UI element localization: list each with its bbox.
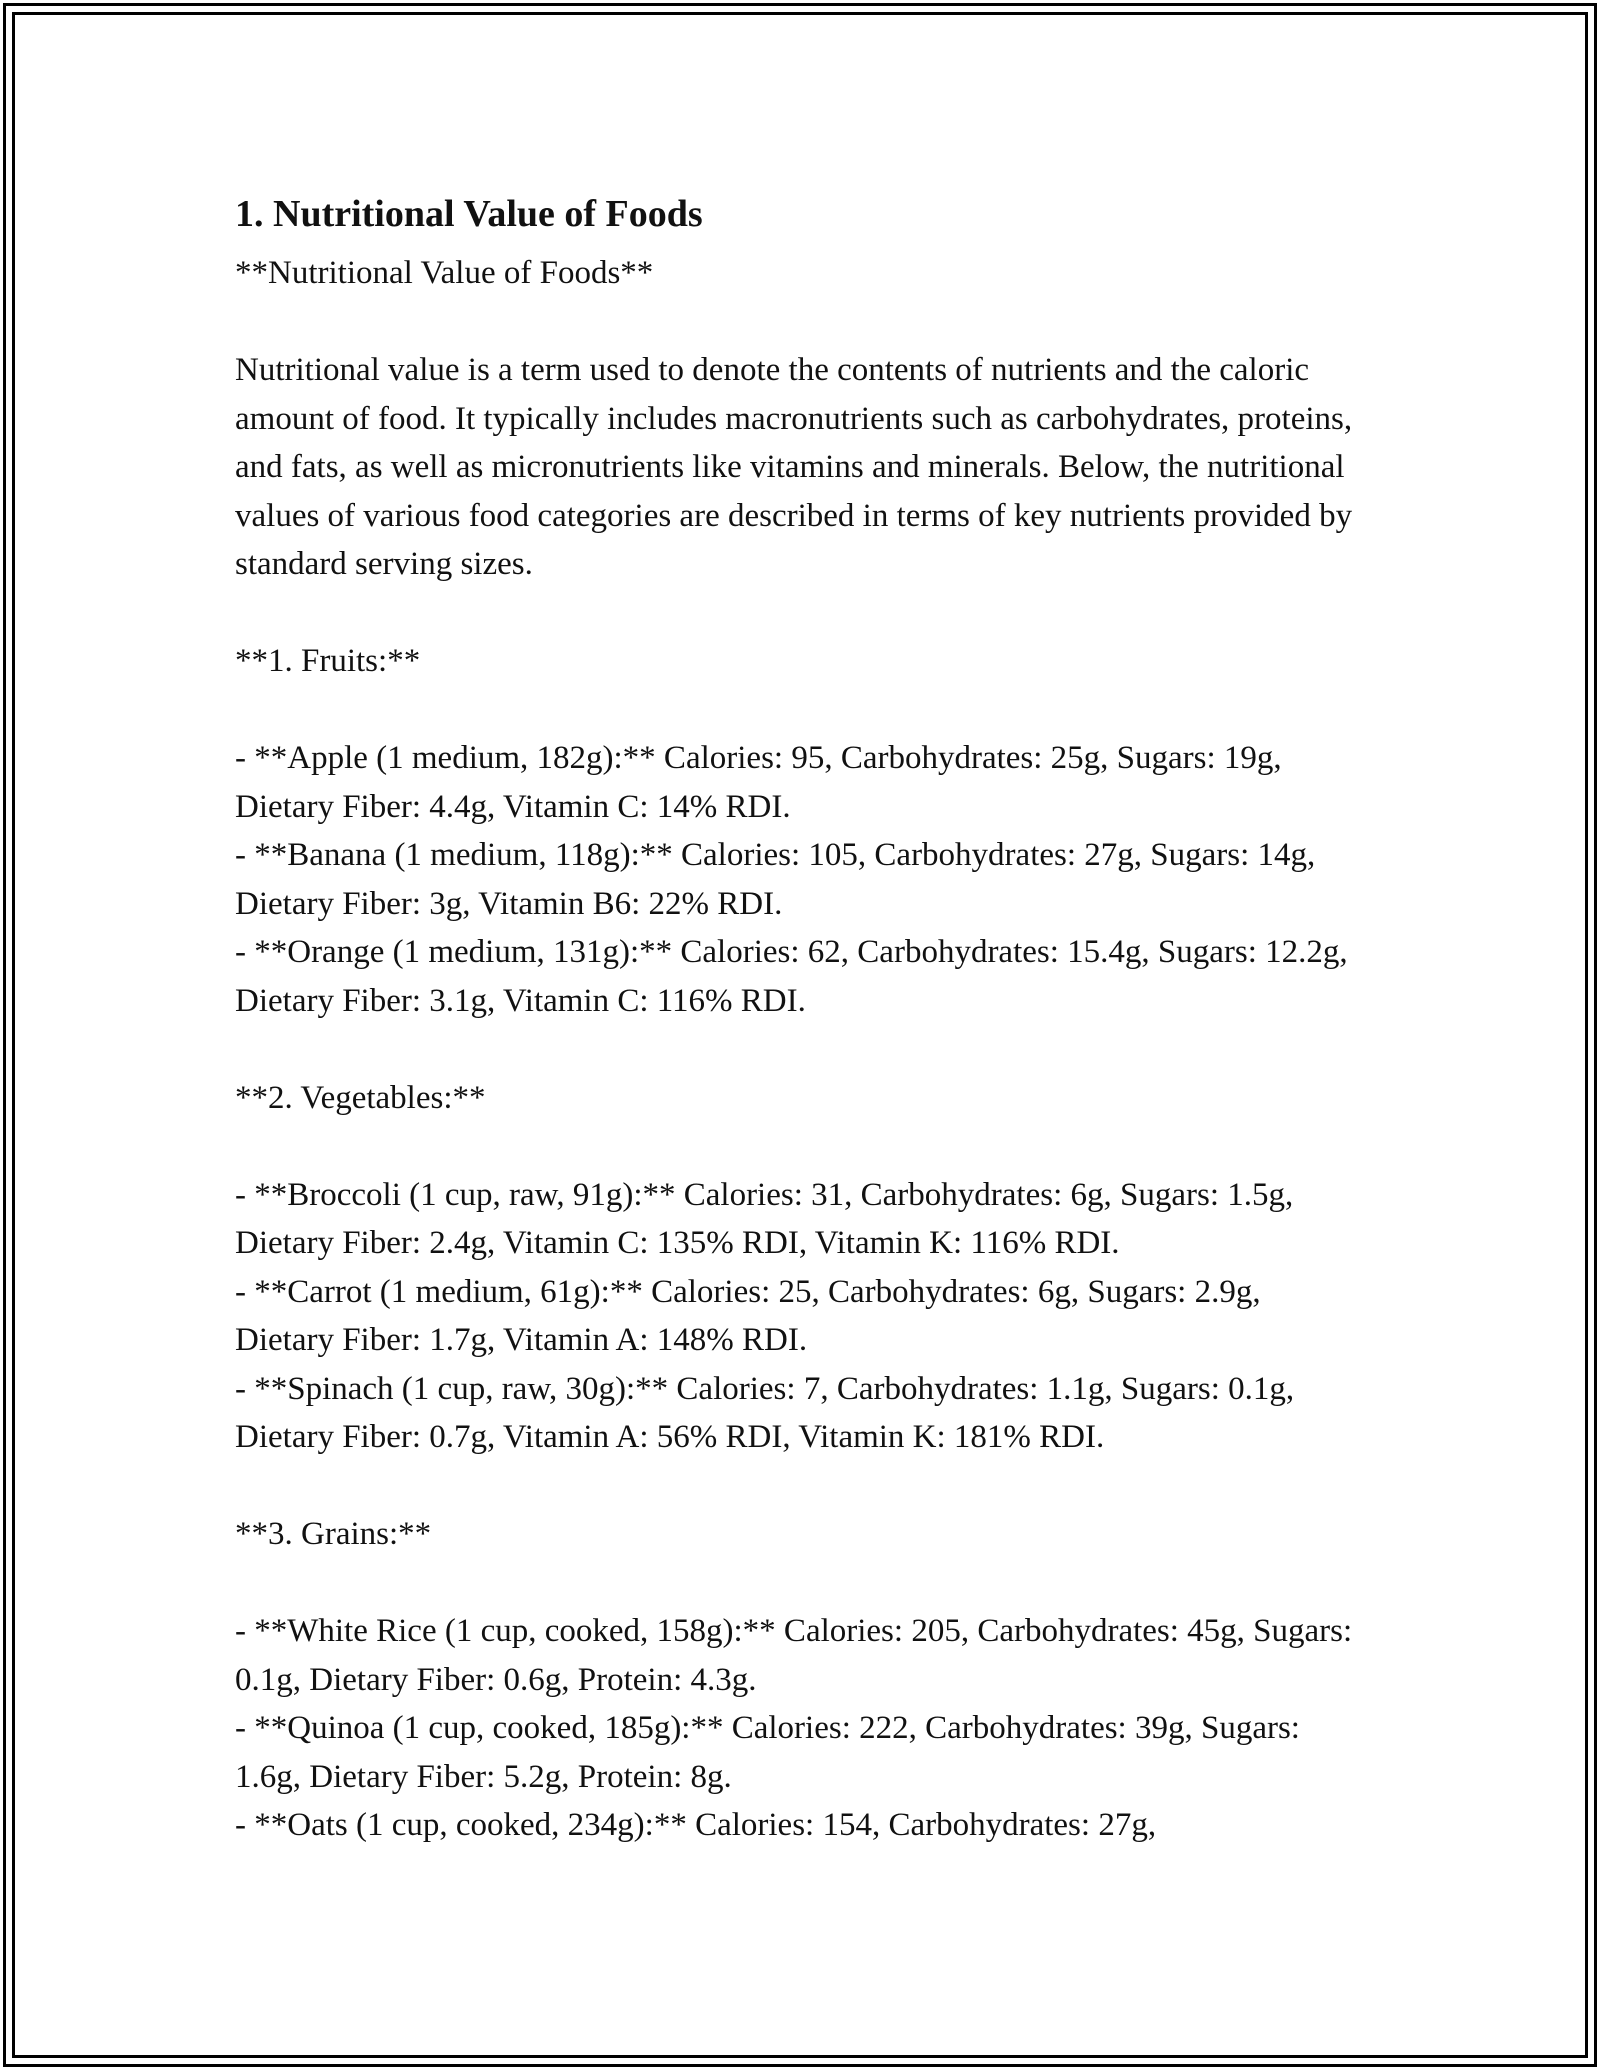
spacer — [235, 1559, 1365, 1608]
spacer — [235, 1122, 1365, 1171]
list-item: - **Broccoli (1 cup, raw, 91g):** Calories: 31, Carbohydrates: 6g, Sugars: 1.5g, Dietary Fiber: 2.4g, Vitamin C: 135% RDI, Vitamin K: 116% RDI. — [235, 1176, 1302, 1261]
list-item: - **Orange (1 medium, 131g):** Calories: 62, Carbohydrates: 15.4g, Sugars: 12.2g, Dietary Fiber: 3.1g, Vitamin C: 116% RDI. — [235, 934, 1356, 1019]
list-item: - **Carrot (1 medium, 61g):** Calories: 25, Carbohydrates: 6g, Sugars: 2.9g, Dietary Fiber: 1.7g, Vitamin A: 148% RDI. — [235, 1273, 1269, 1358]
document-body — [235, 185, 1365, 1850]
spacer — [235, 298, 1365, 347]
list-item: - **White Rice (1 cup, cooked, 158g):** Calories: 205, Carbohydrates: 45g, Sugars: 0.1g, Dietary Fiber: 0.6g, Protein: 4.3g. — [235, 1613, 1361, 1698]
section-heading-vegetables: **2. Vegetables:** — [235, 1079, 486, 1116]
spacer — [235, 1025, 1365, 1074]
list-item: - **Quinoa (1 cup, cooked, 185g):** Calories: 222, Carbohydrates: 39g, Sugars: 1.6g, Dietary Fiber: 5.2g, Protein: 8g. — [235, 1710, 1309, 1795]
list-item: - **Apple (1 medium, 182g):** Calories: 95, Carbohydrates: 25g, Sugars: 19g, Dietary Fiber: 4.4g, Vitamin C: 14% RDI. — [235, 740, 1290, 825]
document-subtitle: **Nutritional Value of Foods** — [235, 255, 654, 291]
intro-paragraph: Nutritional value is a term used to denote the contents of nutrients and the caloric amount of food. It typically includes macronutrients such as carbohydrates, proteins, and fats, as well as micronutrients like vitamins and minerals. Below, the nutritional values of various food categories are described in terms of key nutrients provided by standard serving sizes. — [235, 352, 1361, 582]
spacer — [235, 686, 1365, 735]
list-item: - **Oats (1 cup, cooked, 234g):** Calories: 154, Carbohydrates: 27g, — [235, 1807, 1157, 1843]
spacer — [235, 1462, 1365, 1511]
section-heading-grains: **3. Grains:** — [235, 1516, 432, 1552]
list-item: - **Spinach (1 cup, raw, 30g):** Calories: 7, Carbohydrates: 1.1g, Sugars: 0.1g, Dietary Fiber: 0.7g, Vitamin A: 56% RDI, Vitamin K: 181% RDI. — [235, 1370, 1303, 1455]
list-item: - **Banana (1 medium, 118g):** Calories: 105, Carbohydrates: 27g, Sugars: 14g, Dietary Fiber: 3g, Vitamin B6: 22% RDI. — [235, 837, 1324, 922]
section-heading-fruits: **1. Fruits:** — [235, 643, 421, 679]
document-title: 1. Nutritional Value of Foods — [235, 193, 703, 235]
spacer — [235, 589, 1365, 638]
